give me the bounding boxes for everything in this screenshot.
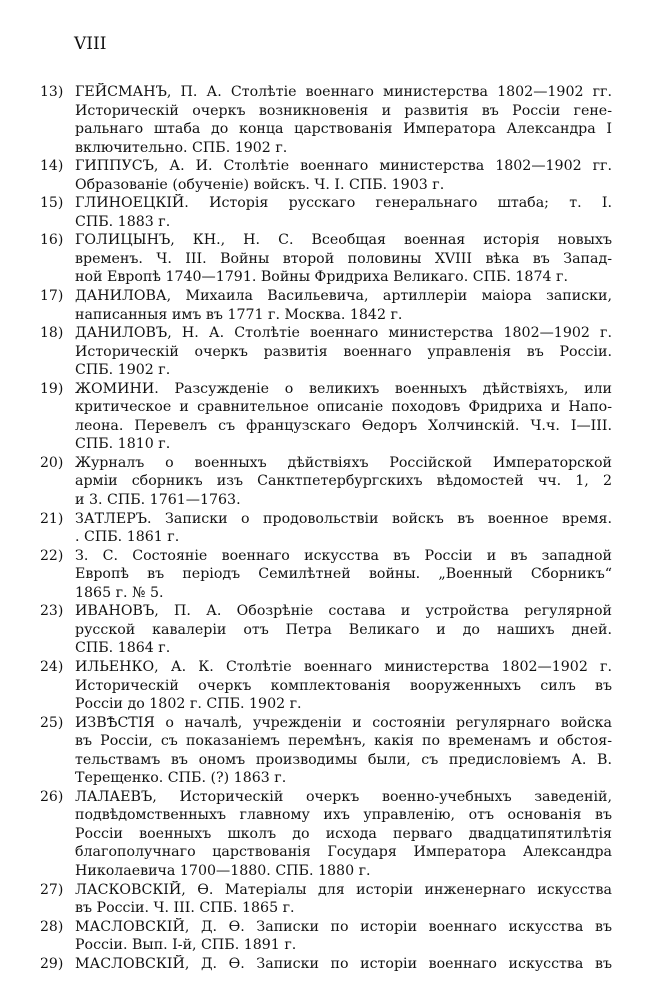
entry-number: 27) (40, 881, 64, 898)
entry-text-line: МАСЛОВСКІЙ, Д. Ѳ. Записки по исторіи военнаго искусства въ (75, 955, 612, 972)
entry-text-line: благополучнаго царствованія Государя Императора Александра (75, 844, 612, 861)
entry-number: 22) (40, 547, 64, 564)
entry-text-line: МАСЛОВСКІЙ, Д. Ѳ. Записки по исторіи военнаго искусства въ (75, 918, 612, 935)
bibliography-entry (40, 788, 612, 881)
entry-text-line: въ Россіи, съ показаніемъ перемѣнъ, какія по временамъ и обстоя- (75, 733, 612, 750)
bibliography-entry (40, 714, 612, 788)
entry-text-line: СПБ. 1864 г. (75, 640, 171, 657)
entry-text-line: Европѣ въ періодъ Семилѣтней войны. „Военный Сборникъ“ (75, 566, 612, 583)
bibliography-entry (40, 658, 612, 714)
entry-text-line: русской кавалеріи отъ Петра Великаго и до нашихъ дней. (75, 621, 612, 638)
bibliography-entry (40, 287, 612, 324)
page-number: VIII (74, 34, 107, 54)
entry-text-line: Историческій очеркъ возникновенія и развитія въ Россіи гене- (75, 102, 612, 119)
entry-text-line: Россіи военныхъ школъ до исхода перваго двадцатипятилѣтія (75, 825, 612, 842)
entry-text-line: арміи сборникъ изъ Санктпетербургскихъ вѣдомостей чч. 1, 2 (75, 473, 612, 490)
entry-text-line: и 3. СПБ. 1761—1763. (75, 492, 241, 509)
entry-text-line: ГОЛИЦЫНЪ, КН., Н. С. Всеобщая военная исторія новыхъ (75, 232, 612, 249)
entry-text-line: ИВАНОВЪ, П. А. Обозрѣніе состава и устройства регулярной (75, 603, 612, 620)
bibliography-entry (40, 510, 612, 547)
entry-text-line: ДАНИЛОВА, Михаила Васильевича, артиллеріи маіора записки, (75, 288, 612, 305)
entry-text-line: . СПБ. 1861 г. (75, 529, 180, 546)
entry-text-line: Историческій очеркъ развитія военнаго управленія въ Россіи. (75, 343, 612, 360)
entry-text-line: З. С. Состояніе военнаго искусства въ Россіи и въ западной (75, 547, 612, 564)
entry-text-line: включительно. СПБ. 1902 г. (75, 139, 288, 156)
entry-text-line: Историческій очеркъ комплектованія вооруженныхъ силъ въ (75, 677, 612, 694)
entry-text-line: въ Россіи. Ч. III. СПБ. 1865 г. (75, 900, 295, 917)
entry-text-line: Образованіе (обученіе) войскъ. Ч. I. СПБ. 1903 г. (75, 176, 445, 193)
entry-number: 26) (40, 788, 64, 805)
entry-text-line: критическое и сравнительное описаніе походовъ Фридриха и Напо- (75, 399, 612, 416)
entry-number: 29) (40, 955, 64, 972)
entry-number: 13) (40, 84, 64, 100)
entry-text-line: леона. Перевелъ съ французскаго Ѳедоръ Холчинскій. Ч.ч. I—III. (75, 417, 612, 434)
entry-text-line: Россіи. Вып. I-й, СПБ. 1891 г. (75, 937, 297, 954)
entry-text-line: Терещенко. СПБ. (?) 1863 г. (75, 770, 287, 787)
entry-text-line: ной Европѣ 1740—1791. Войны Фридриха Великаго. СПБ. 1874 г. (75, 269, 568, 286)
entry-text-line: Журналъ о военныхъ дѣйствіяхъ Россійской Императорской (75, 454, 612, 471)
entry-text-line: ральнаго штаба до конца царствованія Императора Александра I (75, 121, 612, 138)
entry-text-line: Николаевича 1700—1880. СПБ. 1880 г. (75, 862, 371, 879)
bibliography-entry (40, 454, 612, 510)
entry-number: 16) (40, 232, 64, 249)
entry-text-line: ГЕЙСМАНЪ, П. А. Столѣтіе военнаго министерства 1802—1902 гг. (75, 84, 612, 100)
bibliography-entry (40, 83, 612, 157)
entry-text-line: СПБ. 1902 г. (75, 362, 171, 379)
entry-text-line: ЛАСКОВСКІЙ, Ѳ. Матеріалы для исторіи инженернаго искусства (75, 881, 612, 898)
entry-number: 23) (40, 603, 64, 620)
bibliography-entry (40, 231, 612, 287)
entry-text-line: Россіи до 1802 г. СПБ. 1902 г. (75, 696, 302, 713)
entry-text-line: ДАНИЛОВЪ, Н. А. Столѣтіе военнаго министерства 1802—1902 г. (75, 325, 612, 342)
entry-number: 25) (40, 714, 64, 731)
entry-number: 18) (40, 325, 64, 342)
entry-text-line: временъ. Ч. III. Войны второй половины XVIII вѣка въ Запад- (75, 250, 612, 267)
entry-text-line: 1865 г. № 5. (75, 584, 164, 601)
entry-text-line: ИЗВѢСТІЯ о началѣ, учрежденіи и состояніи регулярнаго войска (75, 714, 612, 731)
entry-text-line: ГЛИНОЕЦКІЙ. Исторія русскаго генеральнаго штаба; т. I. (75, 195, 612, 212)
entry-number: 15) (40, 195, 64, 212)
entry-number: 14) (40, 158, 64, 175)
bibliography-list (40, 83, 612, 973)
entry-text-line: ЛАЛАЕВЪ, Историческій очеркъ военно-учебныхъ заведеній, (75, 788, 612, 805)
entry-text-line: подвѣдомственныхъ главному ихъ управленію, отъ основанія въ (75, 807, 612, 824)
entry-text-line: написанныя имъ въ 1771 г. Москва. 1842 г. (75, 306, 403, 323)
entry-number: 20) (40, 454, 64, 471)
entry-text-line: ИЛЬЕНКО, А. К. Столѣтіе военнаго министерства 1802—1902 г. (75, 658, 612, 675)
bibliography-entry (40, 918, 612, 955)
entry-number: 21) (40, 510, 64, 527)
entry-number: 19) (40, 380, 64, 397)
entry-text-line: ГИППУСЪ, А. И. Столѣтіе военнаго министерства 1802—1902 гг. (75, 158, 612, 175)
entry-text-line: ЗАТЛЕРЪ. Записки о продовольствіи войскъ въ военное время. (75, 510, 612, 527)
bibliography-entry (40, 547, 612, 603)
entry-number: 28) (40, 918, 64, 935)
bibliography-entry (40, 955, 612, 974)
bibliography-entry (40, 881, 612, 918)
entry-text-line: тельствамъ въ ономъ производимы были, съ предисловіемъ А. В. (75, 751, 612, 768)
entry-text-line: СПБ. 1883 г. (75, 213, 171, 230)
bibliography-entry (40, 157, 612, 194)
entry-number: 17) (40, 288, 64, 305)
bibliography-entry (40, 380, 612, 454)
bibliography-entry (40, 602, 612, 658)
entry-text-line: СПБ. 1810 г. (75, 436, 171, 453)
bibliography-entry (40, 194, 612, 231)
bibliography-entry (40, 324, 612, 380)
entry-text-line: ЖОМИНИ. Разсужденіе о великихъ военныхъ дѣйствіяхъ, или (75, 380, 612, 397)
entry-number: 24) (40, 658, 64, 675)
